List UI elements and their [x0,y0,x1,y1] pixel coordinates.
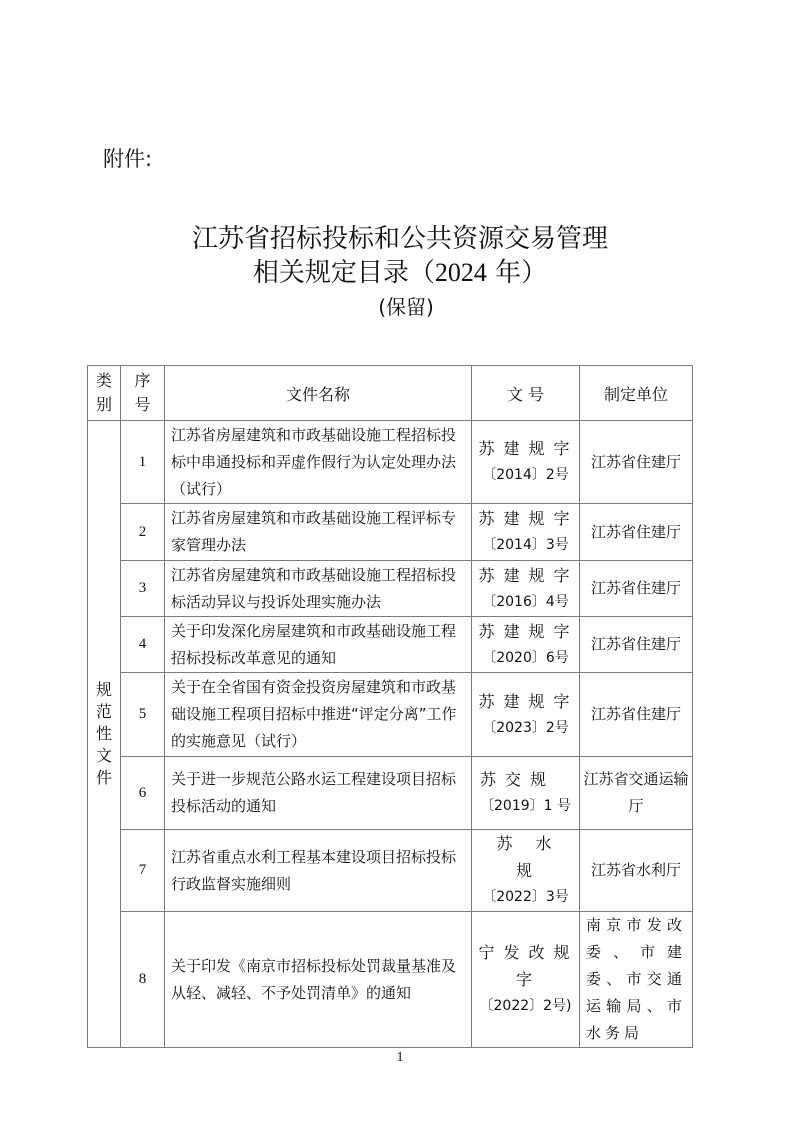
table-row [88,757,693,830]
doc-number-prefix: 苏建规字 [478,565,579,585]
title-suffix: 年） [486,258,548,288]
header-seq [121,366,165,421]
issuing-org-cell [580,617,693,673]
document-title-line1: 江苏省招标投标和公共资源交易管理 [191,224,608,254]
doc-number-value: 〔2023〕2号 [482,719,569,736]
file-name-cell: 关于进一步规范公路水运工程建设项目招标投标活动的通知 [165,757,472,830]
table-header-row [88,366,693,421]
table-row [88,617,693,673]
doc-number-cell [472,421,580,504]
table-row [88,673,693,757]
seq-cell: 7 [121,830,165,912]
category-label: 规范性文件 [96,680,113,787]
doc-number-prefix: 苏建规字 [478,439,579,458]
file-name-cell: 关于印发深化房屋建筑和市政基础设施工程招标投标改革意见的通知 [165,617,472,673]
header-category-char: 别 [95,395,112,414]
issuing-org-cell [580,421,693,504]
issuing-org-cell [580,673,693,757]
attachment-label: 附件: [103,147,153,171]
doc-number-prefix: 苏建规字 [478,509,579,528]
issuing-org: 南京市发改委、市建委、市交通运输局、市水务局 [586,916,686,1042]
doc-number-prefix: 苏 水 规 [496,834,561,880]
file-name-cell: 江苏省房屋建筑和市政基础设施工程评标专家管理办法 [165,504,472,561]
doc-number-value: 〔2016〕4号 [482,593,569,610]
seq-cell: 3 [121,561,165,617]
doc-number-cell [472,617,580,673]
seq-cell: 5 [121,673,165,757]
table-row [88,421,693,504]
issuing-org: 江苏省住建厅 [590,635,681,653]
header-category-char: 类 [95,371,112,390]
doc-number-value: 〔2022〕3号 [482,889,569,905]
doc-number-cell [472,504,580,561]
doc-number-value: 〔2019〕1 号 [480,798,571,814]
file-name-cell: 江苏省重点水利工程基本建设项目招标投标行政监督实施细则 [165,830,472,912]
issuing-org: 江苏省住建厅 [590,579,681,597]
doc-number-prefix: 苏交规 [480,770,556,789]
header-docno: 文 号 [472,366,580,421]
file-name-cell: 关于印发《南京市招标投标处罚裁量基准及从轻、减轻、不予处罚清单》的通知 [165,912,472,1048]
table-row [88,561,693,617]
header-name: 文件名称 [165,366,472,421]
doc-number-cell [472,561,580,617]
document-subtitle: (保留) [378,295,434,319]
issuing-org-cell [580,757,693,830]
doc-number-value: 〔2014〕3号 [482,537,569,553]
issuing-org: 江苏省交通运输厅 [583,770,689,815]
file-name-cell: 江苏省房屋建筑和市政基础设施工程招标投标活动异议与投诉处理实施办法 [165,561,472,617]
file-name-cell: 江苏省房屋建筑和市政基础设施工程招标投标中串通投标和弄虚作假行为认定处理办法（试行） [165,421,472,504]
doc-number-cell [472,757,580,830]
seq-cell: 4 [121,617,165,673]
doc-number-prefix: 宁发改规字 [478,943,579,989]
issuing-org: 江苏省住建厅 [590,522,681,541]
file-name-cell: 关于在全省国有资金投资房屋建筑和市政基础设施工程项目招标中推进“评定分离”工作的实施意见（试行） [165,673,472,757]
table-row [88,504,693,561]
category-cell [88,421,121,1048]
doc-number-cell [472,912,580,1048]
issuing-org-cell [580,504,693,561]
doc-number-cell [472,673,580,757]
seq-cell: 8 [121,912,165,1048]
issuing-org: 江苏省水利厅 [590,861,681,879]
doc-number-prefix: 苏建规字 [478,691,579,711]
regulations-table [87,365,693,1048]
seq-cell: 1 [121,421,165,504]
doc-number-prefix: 苏建规字 [478,621,579,641]
document-title-line2 [0,252,800,289]
doc-number-value: 〔2014〕2号 [482,467,569,483]
table-row [88,912,693,1048]
doc-number-value: 〔2020〕6号 [482,649,569,666]
issuing-org-cell [580,912,693,1048]
table-row [88,830,693,912]
header-org: 制定单位 [580,366,693,421]
issuing-org-cell [580,561,693,617]
doc-number-cell [472,830,580,912]
title-year: 2024 [434,258,487,287]
issuing-org: 江苏省住建厅 [590,452,681,471]
title-prefix: 相关规定目录（ [252,258,435,288]
seq-cell: 6 [121,757,165,830]
page-number: 1 [396,1050,404,1065]
header-category [88,366,121,421]
issuing-org: 江苏省住建厅 [590,705,681,723]
header-seq-char: 号 [134,395,151,414]
doc-number-value: 〔2022〕2号) [479,998,572,1014]
seq-cell: 2 [121,504,165,561]
header-seq-char: 序 [134,371,151,390]
issuing-org-cell [580,830,693,912]
